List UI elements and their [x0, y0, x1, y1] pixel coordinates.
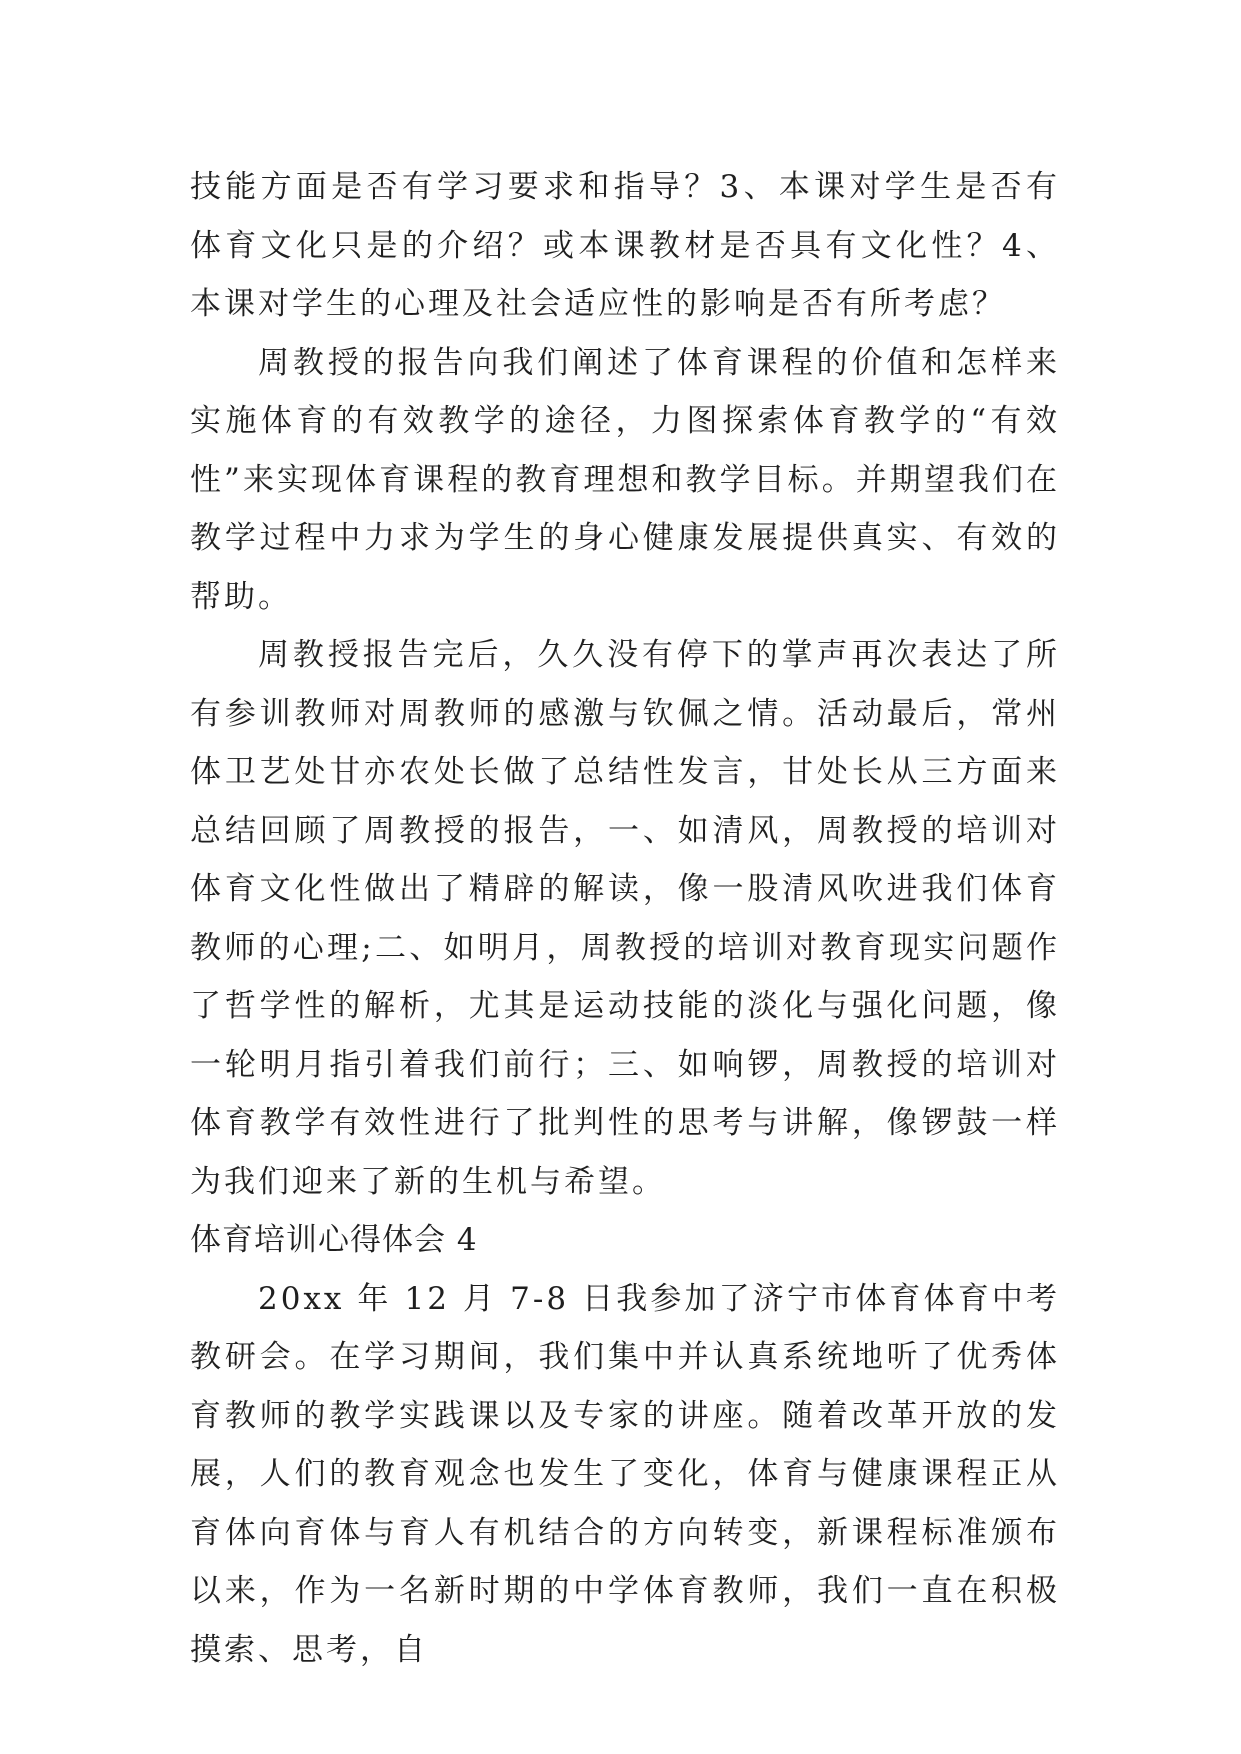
paragraph-2: 周教授的报告向我们阐述了体育课程的价值和怎样来实施体育的有效教学的途径，力图探索体育教学的“有效性”来实现体育课程的教育理想和教学目标。并期望我们在教学过程中力求为学生的身心健康发展提供真实、有效的帮助。	[190, 344, 1060, 615]
paragraph-3: 周教授报告完后，久久没有停下的掌声再次表达了所有参训教师对周教师的感激与钦佩之情。活动最后，常州体卫艺处甘亦农处长做了总结性发言，甘处长从三方面来总结回顾了周教授的报告，一、如清风，周教授的培训对体育文化性做出了精辟的解读，像一股清风吹进我们体育教师的心理;二、如明月，周教授的培训对教育现实问题作了哲学性的解析，尤其是运动技能的淡化与强化问题，像一轮明月指引着我们前行；三、如响锣，周教授的培训对体育教学有效性进行了批判性的思考与讲解，像锣鼓一样为我们迎来了新的生机与希望。	[190, 637, 1060, 1200]
paragraph-1: 技能方面是否有学习要求和指导？3、本课对学生是否有体育文化只是的介绍？或本课教材是否具有文化性？4、本课对学生的心理及社会适应性的影响是否有所考虑？	[190, 169, 1060, 322]
paragraph-4: 20xx 年 12 月 7-8 日我参加了济宁市体育体育中考教研会。在学习期间，我们集中并认真系统地听了优秀体育教师的教学实践课以及专家的讲座。随着改革开放的发展，人们的教育观念也发生了变化，体育与健康课程正从育体向育体与育人有机结合的方向转变，新课程标准颁布以来，作为一名新时期的中学体育教师，我们一直在积极摸索、思考，自	[190, 1280, 1060, 1668]
section-heading: 体育培训心得体会 4	[190, 1222, 478, 1258]
document-body	[190, 158, 1060, 1679]
